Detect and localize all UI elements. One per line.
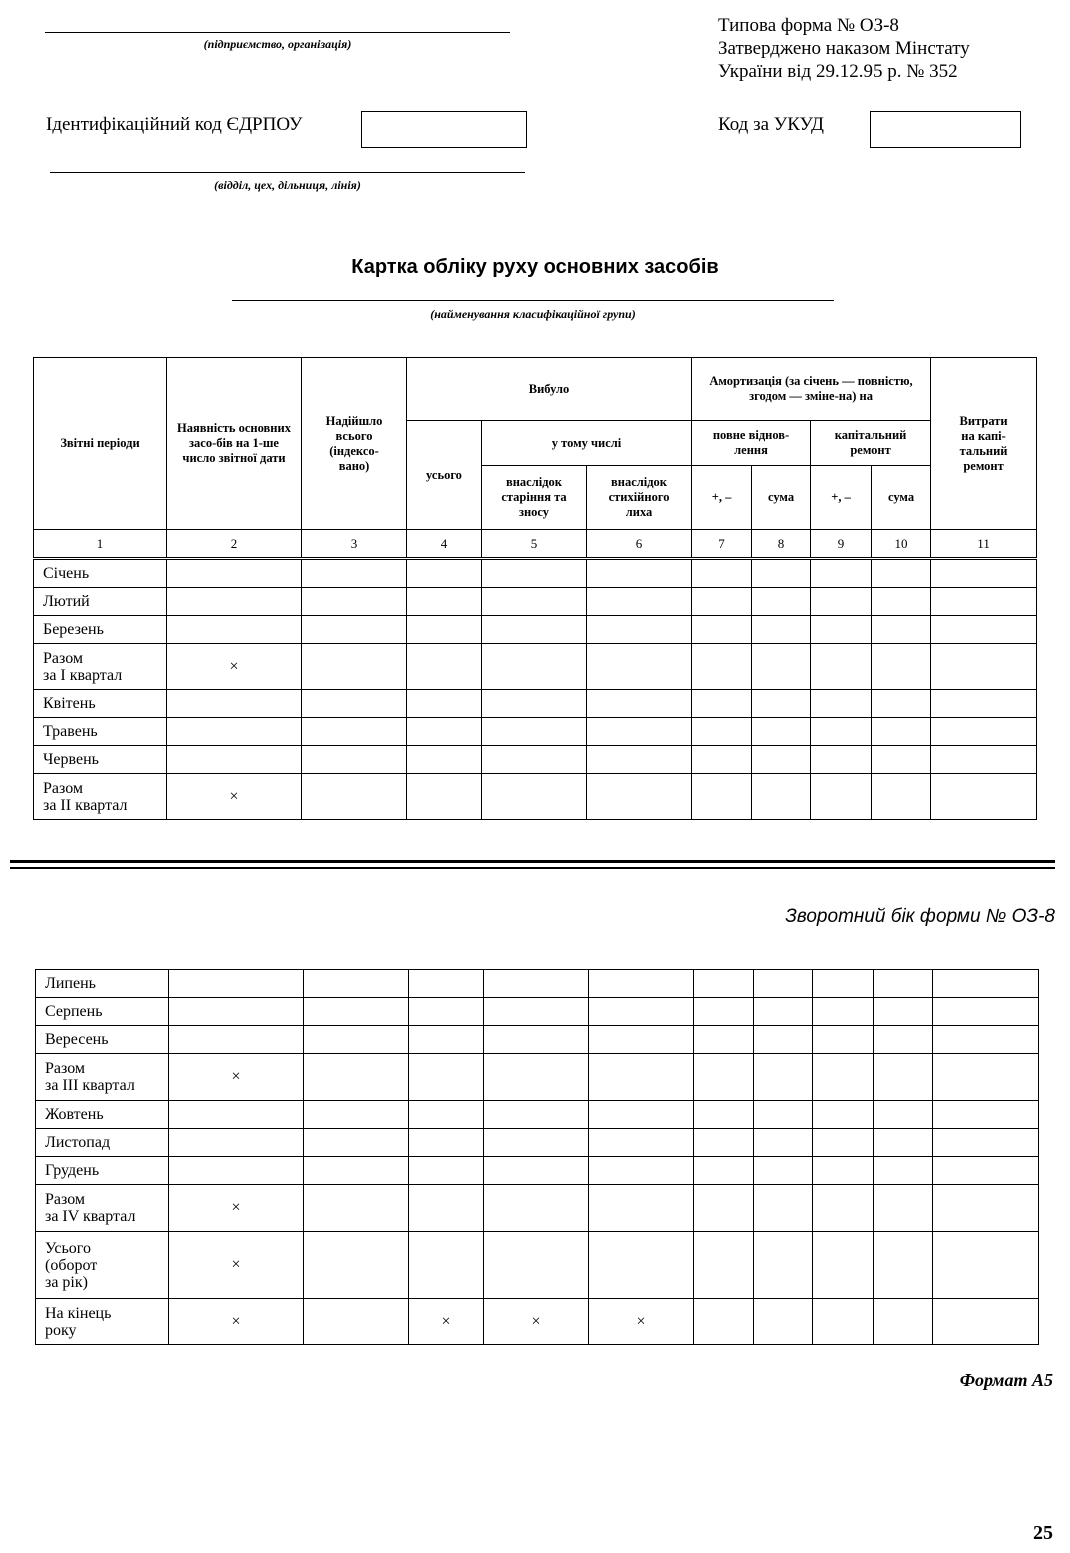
row-label: Квітень (34, 690, 167, 718)
cross-mark: × (169, 1299, 304, 1345)
cell[interactable] (754, 1129, 813, 1157)
cell[interactable] (752, 746, 811, 774)
col-number: 3 (302, 530, 407, 558)
cell[interactable] (484, 1185, 589, 1232)
cell[interactable] (694, 970, 754, 998)
cell[interactable] (589, 1232, 694, 1299)
row-label-rest: за I квартал (43, 666, 123, 684)
enterprise-caption: (підприємство, організація) (203, 37, 352, 51)
cell[interactable] (872, 718, 931, 746)
cell[interactable] (484, 998, 589, 1026)
cell[interactable] (587, 616, 692, 644)
ukud-label: Код за УКУД (718, 114, 825, 135)
cell[interactable] (933, 1054, 1039, 1101)
cell[interactable] (694, 1299, 754, 1345)
row-label: Червень (34, 746, 167, 774)
table-row (34, 718, 1037, 746)
cell[interactable] (872, 774, 931, 820)
cell[interactable] (872, 588, 931, 616)
row-label (36, 1299, 169, 1345)
cell[interactable] (409, 970, 484, 998)
col-sum-1: сума (752, 466, 811, 530)
cell[interactable] (409, 998, 484, 1026)
cell[interactable] (169, 1129, 304, 1157)
cell[interactable] (931, 560, 1037, 588)
table-row-total (34, 644, 1037, 690)
cell[interactable] (482, 774, 587, 820)
back-table (35, 969, 1039, 1345)
cell[interactable] (811, 690, 872, 718)
cell[interactable] (694, 1129, 754, 1157)
cell[interactable] (933, 1026, 1039, 1054)
cell[interactable] (694, 1185, 754, 1232)
row-label: Січень (34, 560, 167, 588)
cell[interactable] (407, 560, 482, 588)
cell[interactable] (304, 1054, 409, 1101)
cell[interactable] (694, 1026, 754, 1054)
cell[interactable] (407, 774, 482, 820)
cell[interactable] (813, 1185, 874, 1232)
col-full-restore: повне віднов-лення (692, 421, 811, 466)
cell[interactable] (813, 1054, 874, 1101)
cell[interactable] (484, 1054, 589, 1101)
cell[interactable] (167, 718, 302, 746)
table-row (36, 998, 1039, 1026)
cell[interactable] (811, 644, 872, 690)
cell[interactable] (302, 560, 407, 588)
col-number: 11 (931, 530, 1037, 558)
cell[interactable] (589, 998, 694, 1026)
cell[interactable] (931, 774, 1037, 820)
cell[interactable] (931, 718, 1037, 746)
cell[interactable] (409, 1185, 484, 1232)
edrpou-field[interactable] (361, 111, 527, 148)
table-row (36, 970, 1039, 998)
table-row (36, 1026, 1039, 1054)
cell[interactable] (169, 1101, 304, 1129)
cell[interactable] (933, 970, 1039, 998)
row-label: Грудень (36, 1157, 169, 1185)
cell[interactable] (407, 718, 482, 746)
cell[interactable] (407, 746, 482, 774)
cell[interactable] (931, 588, 1037, 616)
cell[interactable] (692, 718, 752, 746)
row-label-spaced: Разом (43, 649, 84, 667)
row-label: Листопад (36, 1129, 169, 1157)
row-label (34, 644, 167, 690)
cell[interactable] (874, 1232, 933, 1299)
cell[interactable] (754, 998, 813, 1026)
cell[interactable] (754, 1157, 813, 1185)
cell[interactable] (931, 746, 1037, 774)
cell[interactable] (811, 746, 872, 774)
cell[interactable] (754, 1232, 813, 1299)
cell[interactable] (587, 690, 692, 718)
cell[interactable] (874, 998, 933, 1026)
cross-mark: × (169, 1232, 304, 1299)
cell[interactable] (302, 690, 407, 718)
row-label: Березень (34, 616, 167, 644)
ukud-field[interactable] (870, 111, 1021, 148)
col-received: Надійшло всього (індексо-вано) (302, 358, 407, 530)
cell[interactable] (482, 588, 587, 616)
cell[interactable] (587, 560, 692, 588)
cell[interactable] (811, 588, 872, 616)
table-row-total (36, 1054, 1039, 1101)
cell[interactable] (589, 1054, 694, 1101)
cell[interactable] (484, 1129, 589, 1157)
cell[interactable] (813, 1129, 874, 1157)
cell[interactable] (813, 1299, 874, 1345)
table-row (36, 1129, 1039, 1157)
row-label-rest: року (45, 1321, 77, 1339)
cell[interactable] (484, 1232, 589, 1299)
col-number: 5 (482, 530, 587, 558)
cell[interactable] (933, 998, 1039, 1026)
cell[interactable] (754, 1101, 813, 1129)
form-approval-block (718, 14, 970, 83)
cell[interactable] (931, 644, 1037, 690)
cell[interactable] (813, 970, 874, 998)
cell[interactable] (589, 1101, 694, 1129)
row-label-rest: за II квартал (43, 796, 128, 814)
cell[interactable] (484, 970, 589, 998)
row-label-rest: за IV квартал (45, 1208, 136, 1225)
cell[interactable] (407, 588, 482, 616)
row-label-main: На кінець (45, 1304, 112, 1322)
cell[interactable] (752, 718, 811, 746)
edrpou-label: Ідентифікаційний код ЄДРПОУ (46, 114, 303, 135)
cell[interactable] (694, 1157, 754, 1185)
cell[interactable] (874, 1101, 933, 1129)
cell[interactable] (304, 970, 409, 998)
table-row (36, 1157, 1039, 1185)
front-table-body (33, 559, 1037, 820)
department-caption: (відділ, цех, дільниця, лінія) (214, 178, 361, 192)
cell[interactable] (484, 1026, 589, 1054)
cell[interactable] (931, 690, 1037, 718)
cell[interactable] (304, 1157, 409, 1185)
row-label-rest: за рік) (45, 1273, 88, 1291)
cell[interactable] (692, 616, 752, 644)
col-available: Наявність основних засо-бів на 1-ше число звітної дати (167, 358, 302, 530)
cell[interactable] (813, 1232, 874, 1299)
row-label-spaced: Разом (45, 1060, 86, 1077)
cell[interactable] (407, 690, 482, 718)
cell[interactable] (754, 1185, 813, 1232)
cell[interactable] (409, 1026, 484, 1054)
cell[interactable] (874, 1129, 933, 1157)
cross-mark: × (484, 1299, 589, 1345)
cell[interactable] (304, 1299, 409, 1345)
cell[interactable] (692, 644, 752, 690)
cell[interactable] (589, 1185, 694, 1232)
cell[interactable] (874, 1157, 933, 1185)
cell[interactable] (302, 644, 407, 690)
cell[interactable] (587, 718, 692, 746)
row-label: Липень (36, 970, 169, 998)
cell[interactable] (874, 970, 933, 998)
cell[interactable] (752, 644, 811, 690)
page-number: 25 (1033, 1522, 1053, 1544)
row-label-spaced: Разом (45, 1191, 86, 1208)
cell[interactable] (587, 774, 692, 820)
department-line (50, 172, 525, 173)
cell[interactable] (482, 746, 587, 774)
cell[interactable] (811, 718, 872, 746)
cell[interactable] (587, 746, 692, 774)
row-label (36, 1185, 169, 1232)
table-row (34, 690, 1037, 718)
cell[interactable] (409, 1101, 484, 1129)
cell[interactable] (692, 588, 752, 616)
cell[interactable] (872, 616, 931, 644)
cell[interactable] (169, 970, 304, 998)
col-repair-costs: Витрати на капі-тальний ремонт (931, 358, 1037, 530)
cell[interactable] (874, 1054, 933, 1101)
cell[interactable] (933, 1101, 1039, 1129)
table-row (36, 1101, 1039, 1129)
col-disaster: внаслідок стихійного лиха (587, 466, 692, 530)
cell[interactable] (754, 1026, 813, 1054)
cell[interactable] (694, 1101, 754, 1129)
cell[interactable] (304, 1129, 409, 1157)
row-label: Серпень (36, 998, 169, 1026)
cell[interactable] (931, 616, 1037, 644)
cell[interactable] (587, 644, 692, 690)
col-number: 9 (811, 530, 872, 558)
cell[interactable] (409, 1054, 484, 1101)
cell[interactable] (752, 616, 811, 644)
col-disposed: Вибуло (407, 358, 692, 421)
cell[interactable] (694, 1054, 754, 1101)
col-periods: Звітні періоди (34, 358, 167, 530)
cell[interactable] (407, 644, 482, 690)
table-row (34, 560, 1037, 588)
page-divider (10, 860, 1055, 863)
col-disposed-total: усього (407, 421, 482, 530)
front-table (33, 357, 1037, 558)
cell[interactable] (169, 1026, 304, 1054)
row-label-rest: (оборот (45, 1256, 98, 1274)
cell[interactable] (304, 998, 409, 1026)
cell[interactable] (933, 1299, 1039, 1345)
col-plus-minus-2: +, – (811, 466, 872, 530)
table-row (34, 588, 1037, 616)
cell[interactable] (589, 1026, 694, 1054)
cell[interactable] (167, 616, 302, 644)
cell[interactable] (874, 1026, 933, 1054)
cell[interactable] (167, 746, 302, 774)
cell[interactable] (169, 998, 304, 1026)
enterprise-line (45, 32, 510, 33)
cell[interactable] (304, 1026, 409, 1054)
row-label (36, 1054, 169, 1101)
format-label: Формат А5 (959, 1370, 1053, 1390)
cell[interactable] (167, 560, 302, 588)
col-number: 1 (34, 530, 167, 558)
col-amortization: Амортизація (за січень — повністю, згодом — зміне-на) на (692, 358, 931, 421)
cell[interactable] (482, 690, 587, 718)
cell[interactable] (482, 560, 587, 588)
cross-mark: × (169, 1054, 304, 1101)
row-label-rest: за III квартал (45, 1077, 135, 1094)
row-label: Лютий (34, 588, 167, 616)
col-number: 7 (692, 530, 752, 558)
row-label: Жовтень (36, 1101, 169, 1129)
cell[interactable] (482, 718, 587, 746)
col-number: 10 (872, 530, 931, 558)
table-row (34, 746, 1037, 774)
cell[interactable] (484, 1157, 589, 1185)
cell[interactable] (167, 588, 302, 616)
row-label (36, 1232, 169, 1299)
cell[interactable] (692, 746, 752, 774)
cell[interactable] (409, 1129, 484, 1157)
cell[interactable] (694, 998, 754, 1026)
page-divider (10, 867, 1055, 869)
cell[interactable] (754, 1054, 813, 1101)
cell[interactable] (813, 1101, 874, 1129)
col-number: 6 (587, 530, 692, 558)
cell[interactable] (482, 616, 587, 644)
col-aging: внаслідок старіння та зносу (482, 466, 587, 530)
cell[interactable] (874, 1185, 933, 1232)
row-label-spaced: Разом (43, 779, 84, 797)
cell[interactable] (872, 560, 931, 588)
cell[interactable] (302, 774, 407, 820)
cell[interactable] (752, 588, 811, 616)
cell[interactable] (587, 588, 692, 616)
cell[interactable] (589, 1129, 694, 1157)
group-line (232, 300, 834, 301)
cell[interactable] (589, 970, 694, 998)
cell[interactable] (482, 644, 587, 690)
cell[interactable] (933, 1232, 1039, 1299)
cell[interactable] (754, 1299, 813, 1345)
row-label: Вересень (36, 1026, 169, 1054)
col-plus-minus-1: +, – (692, 466, 752, 530)
cell[interactable] (589, 1157, 694, 1185)
table-row-total (36, 1185, 1039, 1232)
cell[interactable] (302, 718, 407, 746)
form-line: Типова форма № ОЗ-8 (718, 15, 899, 36)
col-number: 4 (407, 530, 482, 558)
row-label: Травень (34, 718, 167, 746)
cell[interactable] (752, 690, 811, 718)
cross-mark: × (409, 1299, 484, 1345)
cell[interactable] (407, 616, 482, 644)
cell[interactable] (692, 560, 752, 588)
cell[interactable] (304, 1101, 409, 1129)
cell[interactable] (754, 970, 813, 998)
cross-mark: × (167, 644, 302, 690)
cell[interactable] (302, 616, 407, 644)
cell[interactable] (811, 616, 872, 644)
form-line: Затверджено наказом Мінстату (718, 38, 970, 59)
col-number: 2 (167, 530, 302, 558)
cell[interactable] (692, 690, 752, 718)
table-row-year-end (36, 1299, 1039, 1345)
cell[interactable] (813, 1157, 874, 1185)
cell[interactable] (304, 1185, 409, 1232)
cell[interactable] (169, 1157, 304, 1185)
cell[interactable] (811, 560, 872, 588)
row-label-spaced: Усього (45, 1239, 91, 1257)
cell[interactable] (409, 1232, 484, 1299)
cell[interactable] (933, 1129, 1039, 1157)
cell[interactable] (409, 1157, 484, 1185)
form-line: України від 29.12.95 р. № 352 (718, 61, 958, 82)
cell[interactable] (872, 644, 931, 690)
cell[interactable] (874, 1299, 933, 1345)
cell[interactable] (811, 774, 872, 820)
table-row (34, 616, 1037, 644)
reverse-side-title: Зворотний бік форми № ОЗ-8 (785, 906, 1055, 927)
cross-mark: × (589, 1299, 694, 1345)
cell[interactable] (167, 690, 302, 718)
cross-mark: × (167, 774, 302, 820)
table-row-year-total (36, 1232, 1039, 1299)
cell[interactable] (872, 746, 931, 774)
cell[interactable] (692, 774, 752, 820)
cell[interactable] (302, 746, 407, 774)
cell[interactable] (933, 1157, 1039, 1185)
group-caption: (найменування класифікаційної групи) (430, 307, 636, 321)
cell[interactable] (872, 690, 931, 718)
page-title: Картка обліку руху основних засобів (351, 256, 719, 278)
cell[interactable] (302, 588, 407, 616)
col-sum-2: сума (872, 466, 931, 530)
cell[interactable] (752, 560, 811, 588)
cell[interactable] (752, 774, 811, 820)
table-row-total (34, 774, 1037, 820)
col-number: 8 (752, 530, 811, 558)
cell[interactable] (933, 1185, 1039, 1232)
cell[interactable] (813, 998, 874, 1026)
cell[interactable] (484, 1101, 589, 1129)
row-label (34, 774, 167, 820)
cell[interactable] (304, 1232, 409, 1299)
cell[interactable] (813, 1026, 874, 1054)
col-including: у тому числі (482, 421, 692, 466)
cross-mark: × (169, 1185, 304, 1232)
cell[interactable] (694, 1232, 754, 1299)
col-capital-repair: капітальний ремонт (811, 421, 931, 466)
